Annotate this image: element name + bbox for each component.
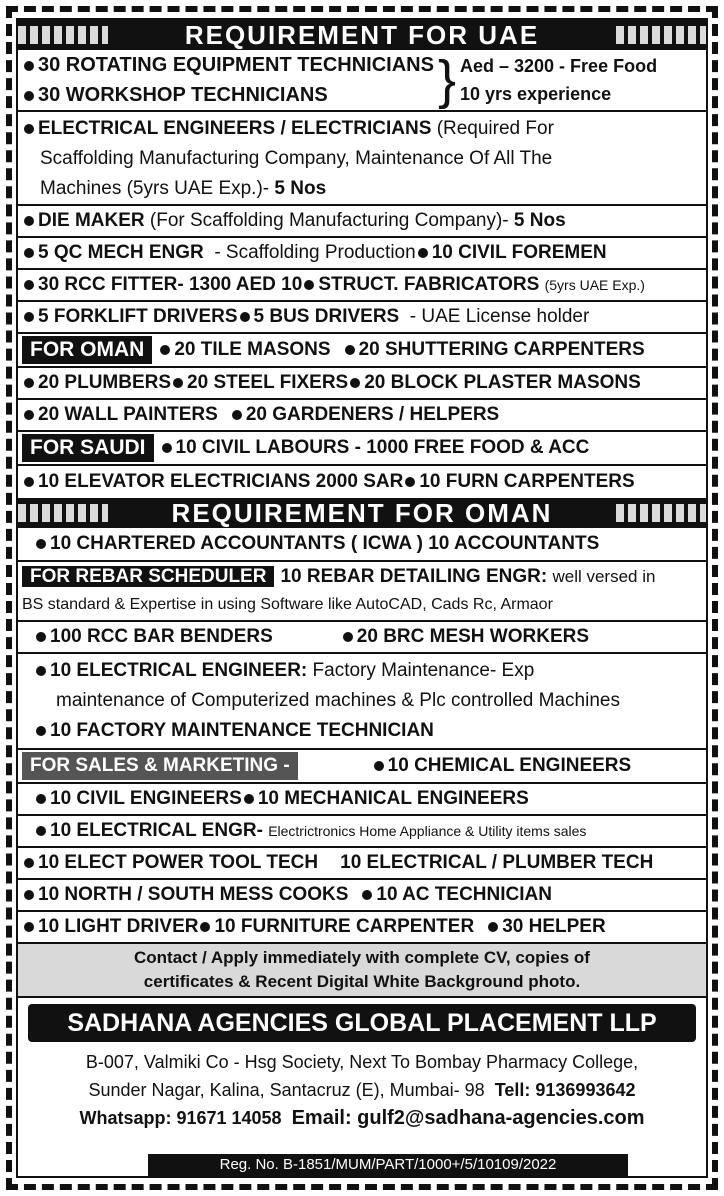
civil-labours: 10 CIVIL LABOURS - 1000 FREE FOOD & ACC (175, 437, 590, 458)
contact-line-2: certificates & Recent Digital White Background photo. (143, 972, 581, 991)
contact-note (18, 944, 706, 998)
uae-technicians-row (18, 50, 706, 112)
power-tool-row (18, 848, 706, 880)
bullet-icon (362, 890, 372, 900)
qc-mech-engr: 5 QC MECH ENGR (38, 242, 204, 263)
uae-drivers-row (18, 302, 706, 334)
bullet-icon (200, 922, 210, 932)
address-line-2: Sunder Nagar, Kalina, Santacruz (E), Mumbai- 98 (88, 1080, 485, 1100)
registration-number: Reg. No. B-1851/MUM/PART/1000+/5/10109/2022 (148, 1154, 628, 1176)
bar-benders-row (18, 622, 706, 654)
wall-painters: 20 WALL PAINTERS (38, 404, 218, 425)
civil-foremen: 10 CIVIL FOREMEN (431, 242, 607, 263)
bullet-icon (343, 632, 353, 642)
electrical-engr-sales-row (18, 816, 706, 848)
bullet-icon (418, 248, 428, 258)
bullet-icon (24, 890, 34, 900)
block-plaster-masons: 20 BLOCK PLASTER MASONS (364, 372, 641, 393)
uae-salary: Aed – 3200 - Free Food (460, 56, 658, 76)
saudi-row-2 (18, 466, 706, 498)
rcc-fitter: 30 RCC FITTER- 1300 AED 10 (38, 274, 303, 295)
company-name: SADHANA AGENCIES GLOBAL PLACEMENT LLP (28, 1004, 696, 1042)
bullet-icon (405, 477, 415, 487)
oman-electrical-desc-2: maintenance of Computerized machines & Plc controlled Machines (56, 690, 620, 711)
uae-title: REQUIREMENT FOR UAE (184, 19, 540, 50)
address-line-1: B-007, Valmiki Co - Hsg Society, Next To Bombay Pharmacy College, (85, 1052, 639, 1072)
uae-experience: 10 yrs experience (460, 84, 612, 104)
brace-icon: } (437, 50, 456, 110)
chemical-engineers: 10 CHEMICAL ENGINEERS (387, 755, 632, 776)
struct-fabricators: STRUCT. FABRICATORS (318, 274, 540, 295)
bullet-icon (36, 539, 46, 549)
shuttering-carpenters: 20 SHUTTERING CARPENTERS (358, 339, 645, 360)
bullet-icon (24, 312, 34, 322)
drivers-carpenter-row (18, 912, 706, 944)
rotating-technicians: 30 ROTATING EQUIPMENT TECHNICIANS (38, 54, 434, 76)
oman-title: REQUIREMENT FOR OMAN (171, 497, 553, 528)
for-oman-tag: FOR OMAN (22, 336, 152, 364)
electrical-desc-1: (Required For (436, 118, 554, 139)
ac-technician: 10 AC TECHNICIAN (376, 884, 552, 905)
bullet-icon (162, 443, 172, 453)
light-driver: 10 LIGHT DRIVER (38, 916, 199, 937)
bullet-icon (24, 410, 34, 420)
bullet-icon (232, 410, 242, 420)
contact-line-1: Contact / Apply immediately with complete CV, copies of (134, 948, 590, 967)
oman-electrical-desc-1: Factory Maintenance- Exp (312, 660, 535, 681)
bullet-icon (24, 280, 34, 290)
rcc-bar-benders: 100 RCC BAR BENDERS (50, 626, 273, 647)
elevator-electricians: 10 ELEVATOR ELECTRICIANS 2000 SAR (38, 471, 404, 492)
mechanical-engineers: 10 MECHANICAL ENGINEERS (257, 788, 529, 809)
rebar-desc-1: well versed in (552, 567, 656, 586)
uae-die-maker-row (18, 206, 706, 238)
bullet-icon (24, 477, 34, 487)
oman-electrical-row (18, 654, 706, 750)
electrical-desc-3: Machines (5yrs UAE Exp.)- (40, 178, 270, 199)
forklift-drivers: 5 FORKLIFT DRIVERS (38, 306, 238, 327)
bullet-icon (160, 345, 170, 355)
phone-number: Tell: 9136993642 (494, 1080, 636, 1100)
bullet-icon (24, 922, 34, 932)
factory-maintenance-tech: 10 FACTORY MAINTENANCE TECHNICIAN (50, 720, 434, 741)
steel-fixers: 20 STEEL FIXERS (187, 372, 349, 393)
die-maker-desc: (For Scaffolding Manufacturing Company)- (149, 210, 509, 231)
plumbers: 20 PLUMBERS (38, 372, 172, 393)
furn-carpenters: 10 FURN CARPENTERS (419, 471, 635, 492)
brc-mesh-workers: 20 BRC MESH WORKERS (356, 626, 590, 647)
bullet-icon (24, 124, 34, 134)
advertisement (16, 18, 708, 1178)
sales-marketing-tag: FOR SALES & MARKETING - (22, 752, 298, 780)
saudi-row-1 (18, 432, 706, 466)
bullet-icon (374, 761, 384, 771)
oman-heading (18, 498, 706, 528)
rebar-detailing-engr: 10 REBAR DETAILING ENGR: (280, 566, 548, 587)
bullet-icon (488, 922, 498, 932)
bullet-icon (244, 794, 254, 804)
oman-row-1 (18, 334, 706, 368)
power-tool-tech: 10 ELECT POWER TOOL TECH (38, 852, 319, 873)
whatsapp-number: Whatsapp: 91671 14058 (79, 1108, 282, 1128)
workshop-technicians: 30 WORKSHOP TECHNICIANS (38, 84, 328, 106)
rebar-row (18, 562, 706, 622)
oman-row-3 (18, 400, 706, 432)
bullet-icon (36, 726, 46, 736)
struct-exp: (5yrs UAE Exp.) (544, 277, 645, 293)
bullet-icon (240, 312, 250, 322)
bullet-icon (36, 826, 46, 836)
electrical-count: 5 Nos (274, 178, 327, 199)
bullet-icon (24, 248, 34, 258)
bullet-icon (173, 378, 183, 388)
die-maker: DIE MAKER (38, 210, 145, 231)
electrical-engr-desc: Electrictronics Home Appliance & Utility items sales (268, 823, 587, 839)
electrical-engineers: ELECTRICAL ENGINEERS / ELECTRICIANS (38, 118, 432, 139)
cooks-row (18, 880, 706, 912)
electrical-engineer: 10 ELECTRICAL ENGINEER: (50, 660, 308, 681)
civil-mechanical-row (18, 784, 706, 816)
rebar-desc-2: BS standard & Expertise in using Software like AutoCAD, Cads Rc, Armaor (22, 596, 553, 613)
sales-row (18, 750, 706, 784)
electrical-engr: 10 ELECTRICAL ENGR- (50, 820, 263, 841)
rebar-scheduler-tag: FOR REBAR SCHEDULER (22, 566, 274, 587)
civil-engineers: 10 CIVIL ENGINEERS (50, 788, 242, 809)
die-maker-count: 5 Nos (513, 210, 566, 231)
accountants: 10 CHARTERED ACCOUNTANTS ( ICWA ) 10 ACCOUNTANTS (50, 533, 600, 554)
furniture-carpenter: 10 FURNITURE CARPENTER (214, 916, 475, 937)
bullet-icon (24, 91, 34, 101)
helper: 30 HELPER (502, 916, 606, 937)
uae-electrical-row (18, 112, 706, 206)
address-block (18, 1048, 706, 1132)
bus-drivers: 5 BUS DRIVERS (253, 306, 400, 327)
bullet-icon (36, 794, 46, 804)
qc-desc: - Scaffolding Production (214, 242, 416, 263)
tile-masons: 20 TILE MASONS (174, 339, 331, 360)
bullet-icon (24, 858, 34, 868)
mess-cooks: 10 NORTH / SOUTH MESS COOKS (38, 884, 349, 905)
bullet-icon (350, 378, 360, 388)
uae-rcc-row (18, 270, 706, 302)
gardeners-helpers: 20 GARDENERS / HELPERS (245, 404, 500, 425)
bullet-icon (304, 280, 314, 290)
bullet-icon (36, 632, 46, 642)
uae-qc-row (18, 238, 706, 270)
oman-row-2 (18, 368, 706, 400)
bullet-icon (24, 378, 34, 388)
uae-heading (18, 20, 706, 50)
bullet-icon (24, 216, 34, 226)
oman-accountants-row (18, 528, 706, 562)
bullet-icon (36, 666, 46, 676)
bullet-icon (345, 345, 355, 355)
email-address: Email: gulf2@sadhana-agencies.com (291, 1107, 645, 1129)
for-saudi-tag: FOR SAUDI (22, 434, 154, 462)
license-note: - UAE License holder (409, 306, 590, 327)
bullet-icon (24, 61, 34, 71)
electrical-desc-2: Scaffolding Manufacturing Company, Maintenance Of All The (40, 148, 553, 169)
plumber-tech: 10 ELECTRICAL / PLUMBER TECH (340, 852, 654, 873)
